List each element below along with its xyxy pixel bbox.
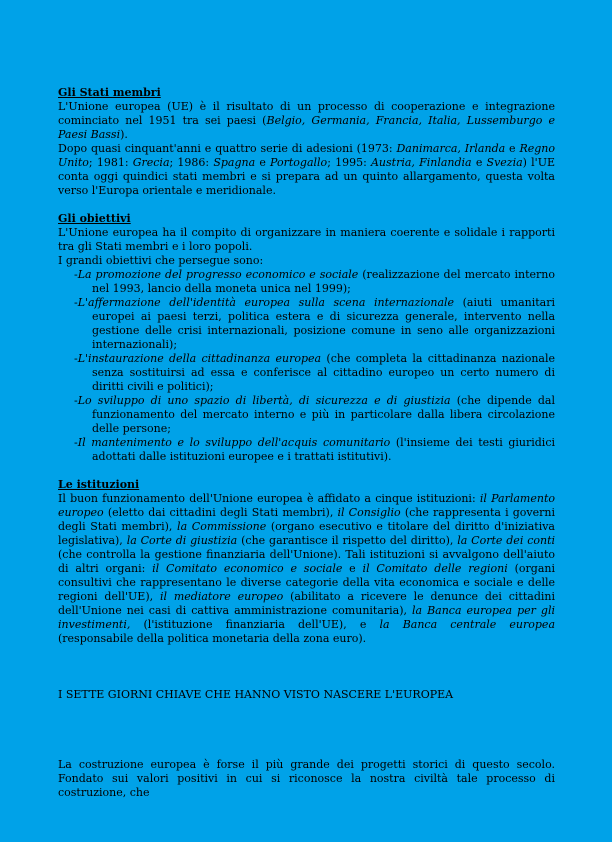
paragraph-stati-2 xyxy=(58,142,555,198)
emphasis-text: Spagna xyxy=(213,156,256,169)
text-run: (l'istituzione finanziaria dell'UE), e xyxy=(130,618,380,631)
heading-istituzioni: Le istituzioni xyxy=(58,478,140,491)
list-item xyxy=(74,352,555,394)
document-body xyxy=(58,86,555,800)
paragraph-closing: La costruzione europea è forse il più grande dei progetti storici di questo secolo. Fondato sui valori positivi in cui si riconosce la nostra civiltà tale processo di costruzione, che xyxy=(58,758,555,799)
emphasis-text: la Corte di giustizia xyxy=(126,534,238,547)
text-run: (eletto dai cittadini degli Stati membri), xyxy=(103,506,338,519)
text-run: - xyxy=(74,296,78,309)
emphasis-text: Lo sviluppo di uno spazio di libertà, di sicurezza e di giustizia xyxy=(77,394,451,407)
emphasis-text: il Comitato delle regioni xyxy=(362,562,508,575)
text-run: (realizzazione del mercato interno nel 1993, lancio della moneta unica nel 1999); xyxy=(92,268,555,295)
text-run: (che garantisce il rispetto del diritto), xyxy=(237,534,458,547)
text-run: - xyxy=(74,352,78,365)
text-run: (aiuti umanitari europei ai paesi terzi, politica estera e di sicurezza generale, intervento nella gestione delle crisi internazionali, posizione comune in seno alle organizzazioni internazionali); xyxy=(92,296,555,351)
list-item xyxy=(74,394,555,436)
emphasis-text: Austria, Finlandia xyxy=(370,156,472,169)
text-run: - xyxy=(74,268,78,281)
list-item xyxy=(74,436,555,464)
section-title: I SETTE GIORNI CHIAVE CHE HANNO VISTO NASCERE L'EUROPEA xyxy=(58,688,454,701)
heading-stati-membri: Gli Stati membri xyxy=(58,86,161,99)
text-run: (organo esecutivo e titolare del diritto d'iniziativa legislativa), xyxy=(58,520,555,547)
text-run: Il buon funzionamento dell'Unione europea è affidato a cinque istituzioni: xyxy=(58,492,480,505)
text-run: ; 1981: xyxy=(88,156,133,169)
text-run: - xyxy=(74,394,78,407)
emphasis-text: Regno Unito xyxy=(58,142,555,169)
text-run: e xyxy=(471,156,487,169)
emphasis-text: Il mantenimento e lo sviluppo dell'acquis comunitario xyxy=(77,436,391,449)
list-item xyxy=(74,268,555,296)
text-run: e xyxy=(342,562,363,575)
paragraph-obiettivi-1: L'Unione europea ha il compito di organizzare in maniera coerente e solidale i rapporti tra gli Stati membri e i loro popoli. xyxy=(58,226,555,253)
emphasis-text: Svezia xyxy=(486,156,523,169)
emphasis-text: il Consiglio xyxy=(337,506,401,519)
emphasis-text: la Banca centrale europea xyxy=(379,618,555,631)
emphasis-text: La promozione del progresso economico e sociale xyxy=(77,268,359,281)
emphasis-text: la Commissione xyxy=(177,520,267,533)
text-run: ). xyxy=(120,128,128,141)
text-run: (che rappresenta i governi degli Stati membri), xyxy=(58,506,556,533)
emphasis-text: L'instaurazione della cittadinanza europea xyxy=(77,352,322,365)
text-run: (che controlla la gestione finanziaria dell'Unione). Tali istituzioni si avvalgono dell'aiuto di altri organi: xyxy=(58,548,555,575)
text-run: ; 1986: xyxy=(169,156,214,169)
emphasis-text: la Corte dei conti xyxy=(457,534,556,547)
emphasis-text: Belgio, Germania, Francia, Italia, Lussemburgo e Paesi Bassi xyxy=(58,114,555,141)
text-run: - xyxy=(74,436,78,449)
text-run: Dopo quasi cinquant'anni e quattro serie di adesioni (1973: xyxy=(58,142,397,155)
text-run: (abilitato a ricevere le denunce dei cittadini dell'Unione nei casi di cattiva amministrazione comunitaria), xyxy=(58,590,555,617)
emphasis-text: il Comitato economico e sociale xyxy=(152,562,343,575)
text-run: (l'insieme dei testi giuridici adottati dalle istituzioni europee e i trattati istitutivi). xyxy=(92,436,555,463)
emphasis-text: il Parlamento europeo xyxy=(58,492,555,519)
emphasis-text: Portogallo xyxy=(270,156,328,169)
text-run: (responsabile della politica monetaria della zona euro). xyxy=(58,632,367,645)
emphasis-text: L'affermazione dell'identità europea sulla scena internazionale xyxy=(77,296,455,309)
heading-obiettivi: Gli obiettivi xyxy=(58,212,131,225)
text-run: (organi consultivi che rappresentano le diverse categorie della vita economica e sociale e delle regioni dell'UE), xyxy=(58,562,555,603)
emphasis-text: Danimarca, Irlanda xyxy=(396,142,506,155)
text-run: e xyxy=(505,142,520,155)
list-item xyxy=(74,296,555,352)
emphasis-text: il mediatore europeo xyxy=(159,590,284,603)
paragraph-obiettivi-2: I grandi obiettivi che persegue sono: xyxy=(58,254,264,267)
text-run: (che completa la cittadinanza nazionale senza sostituirsi ad essa e conferisce al cittadino europeo un certo numero di diritti civili e politici); xyxy=(92,352,555,393)
text-run: ; 1995: xyxy=(327,156,371,169)
emphasis-text: la Banca europea per gli investimenti, xyxy=(58,604,555,631)
text-run: ) l'UE conta oggi quindici stati membri e si prepara ad un quinto allargamento, questa volta verso l'Europa orientale e meridionale. xyxy=(58,156,555,197)
text-run: e xyxy=(255,156,271,169)
text-run: (che dipende dal funzionamento del mercato interno e più in particolare dalla libera circolazione delle persone; xyxy=(92,394,555,435)
text-run: L'Unione europea (UE) è il risultato di un processo di cooperazione e integrazione cominciato nel 1951 tra sei paesi ( xyxy=(58,100,555,127)
paragraph-istituzioni xyxy=(58,492,555,646)
paragraph-stati-1 xyxy=(58,100,555,142)
emphasis-text: Grecia xyxy=(132,156,170,169)
